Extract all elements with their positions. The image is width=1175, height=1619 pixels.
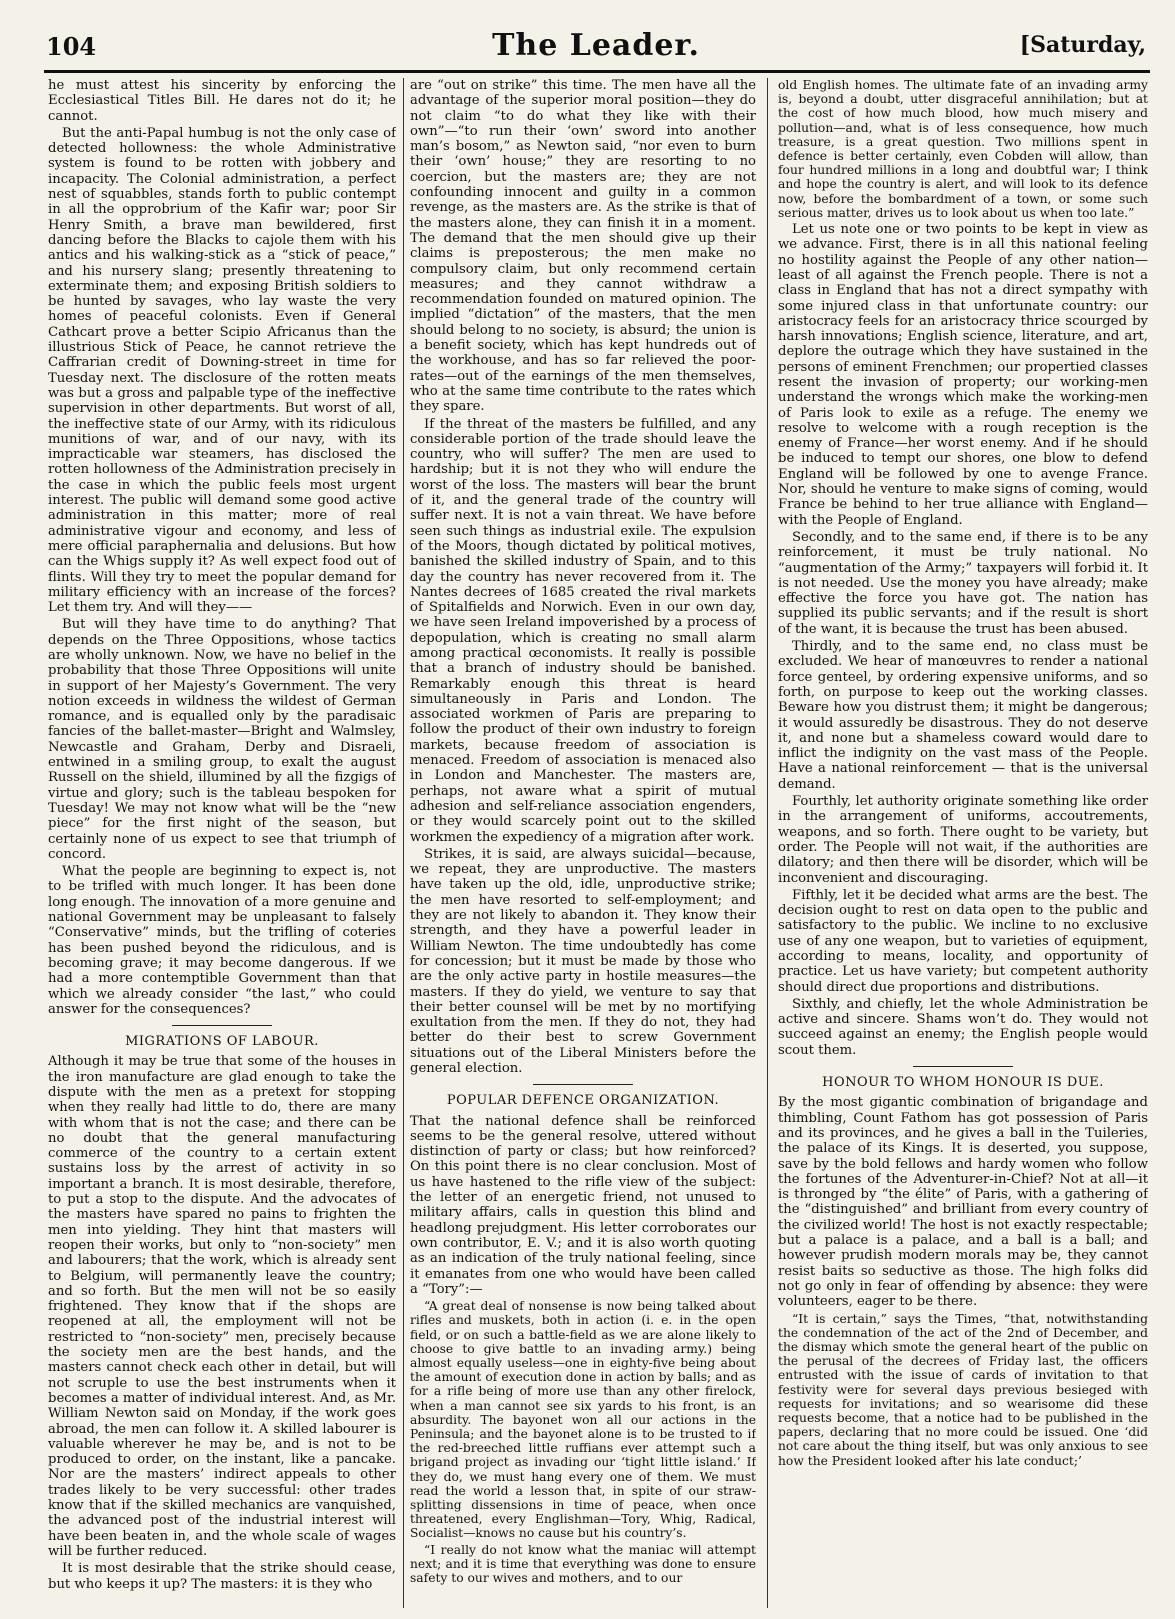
issue-day: [Saturday, [1019,32,1146,58]
page-number: 104 [46,32,97,61]
article-paragraph: Fifthly, let it be decided what arms are the best. The decision ought to rest on data open to the public and satisfactory to the public. We incline to no exclusive use of any one weapon, but to varieties of equipment, according to means, locality, and opportunity of practice. Let us have variety; but competent authority should direct due proportions and distributions. [778,887,1148,995]
section-rule [172,1025,272,1026]
column-1 [48,78,396,1608]
column-divider [403,78,404,1608]
newspaper-title: The Leader. [492,28,700,63]
article-paragraph: Fourthly, let authority originate something like order in the arrangement of uniforms, accoutrements, weapons, and so forth. There ought to be variety, but order. The People will not wait, if the authorities are dilatory; and then there will be disorder, which will be inconvenient and discouraging. [778,794,1148,886]
article-paragraph: he must attest his sincerity by enforcing the Ecclesiastical Titles Bill. He dares not do it; he cannot. [48,78,396,124]
section-rule [533,1084,633,1085]
masthead-rule [44,70,1150,73]
section-heading: MIGRATIONS OF LABOUR. [125,1034,319,1050]
article-paragraph: Thirdly, and to the same end, no class must be excluded. We hear of manœuvres to render a national force genteel, by ordering expensive uniforms, and so forth, on purpose to keep out the working classes. Beware how you distrust them; it might be dangerous; it would assuredly be disastrous. They do not deserve it, and none but a shameless coward would dare to inflict the indignity on the vast mass of the People. Have a national reinforcement — that is the universal demand. [778,639,1148,792]
article-paragraph: Strikes, it is said, are always suicidal—because, we repeat, they are unproductive. The masters have taken up the old, idle, unproductive strike; the men have resorted to self-employment; and they are not likely to abandon it. They know their strength, and they have a powerful leader in William Newton. The time undoubtedly has come for concession; but it must be made by those who are the only active party in hostile measures—the masters. If they do yield, we venture to say that their better counsel will be met by no mortifying exultation from the men. If they do not, they had better do their best to screw Government situations out of the Liberal Ministers before the general election. [410,846,756,1076]
section-heading: HONOUR TO WHOM HONOUR IS DUE. [822,1075,1104,1091]
quoted-paragraph: “It is certain,” says the Times, “that, notwithstanding the condemnation of the act of the 2nd of December, and the dismay which smote the general heart of the public on the perusal of the decrees of Friday last, the officers entrusted with the issue of cards of invitation to that festivity were for several days previous besieged with requests for invitations; and so wearisome did these requests become, that a notice had to be published in the papers, declaring that no more could be issued. One ‘did not care about the thing itself, but was only anxious to see how the President looked after his late conduct;’ [778,1311,1148,1468]
article-paragraph: By the most gigantic combination of brigandage and thimbling, Count Fathom has got possession of Paris and its provinces, and he gives a ball in the Tuileries, the palace of its Kings. It is deserted, you suppose, save by the bold fellows and hardy women who follow the fortunes of the Adventurer-in-Chief? Not at all—it is thronged by “the élite” of Paris, with a gathering of the “distinguished” and brilliant from every country of the civilized world! The host is not exactly respectable; but a palace is a palace, and a ball is a ball; and however prudish modern morals may be, they cannot resist baits so seductive as those. The high folks did not go only in fear of offending by absence: they were volunteers, eager to be there. [778,1095,1148,1310]
article-paragraph: Secondly, and to the same end, if there is to be any reinforcement, it must be truly national. No “augmentation of the Army;” taxpayers will forbid it. It is not needed. Use the money you have already; make effective the force you have got. The nation has supplied its public servants; and if the result is short of the want, it is because the trust has been abused. [778,529,1148,637]
article-paragraph: But will they have time to do anything? That depends on the Three Oppositions, whose tactics are wholly unknown. Now, we have no belief in the probability that those Three Oppositions will unite in support of her Majesty’s Government. The very notion exceeds in wildness the wildest of German romance, and is equalled only by the paradisaic fancies of the ballet-master—Bright and Walmsley, Newcastle and Graham, Derby and Disraeli, entwined in a smiling group, to exalt the august Russell on the shield, illumined by all the fizgigs of virtue and glory; such is the tableau bespoken for Tuesday! We may not know what will be the “new piece” for the first night of the season, but certainly none of us expect to see that triumph of concord. [48,617,396,862]
article-paragraph: Sixthly, and chiefly, let the whole Administration be active and sincere. Shams won’t do. They would not succeed against an enemy; the English people would scout them. [778,996,1148,1058]
article-paragraph: But the anti-Papal humbug is not the only case of detected hollowness: the whole Administrative system is found to be rotten with jobbery and incapacity. The Colonial administration, a perfect nest of squabbles, stands forth to public contempt in all the opprobrium of the Kafir war; poor Sir Henry Smith, a brave man bewildered, first dancing before the Blacks to cajole them with his antics and his walking-stick as a “stick of peace,” and his nursery slang; presently threatening to exterminate them; and exposing British soldiers to be hunted by savages, who lay waste the very homes of peaceful colonists. Even if General Cathcart prove a better Scipio Africanus than the illustrious Stick of Peace, he cannot retrieve the Caffrarian credit of Downing-street in time for Tuesday next. The disclosure of the rotten meats was but a gross and palpable type of the ineffective supervision in other departments. But worst of all, the ineffective state of our Army, with its ridiculous munitions of war, and of our navy, with its impracticable war steamers, has disclosed the rotten hollowness of the Administration precisely in the case in which the public feels most urgent interest. The public will demand some good active administration in this matter; more of real administrative vigour and economy, and less of mere official paraphernalia and delusions. But how can the Whigs supply it? As well expect food out of flints. Will they try to meet the popular demand for military efficiency with an increase of the forces? Let them try. And will they—— [48,125,396,616]
section-rule [913,1066,1013,1067]
section-heading: POPULAR DEFENCE ORGANIZATION. [446,1093,720,1109]
article-paragraph: Although it may be true that some of the houses in the iron manufacture are glad enough to take the dispute with the men as a pretext for stopping when they really had little to do, there are many with whom that is not the case; and there can be no doubt that the general manufacturing commerce of the country to a certain extent sustains loss by the arrest of activity in so important a branch. It is most desirable, therefore, to put a stop to the dispute. And the advocates of the masters have spared no pains to frighten the men into yielding. They hint that masters will reopen their works, but only to “non-society” men and labourers; that the work, which is already sent to Belgium, will permanently leave the country; and so forth. But the men will not be so easily frightened. They know that if the shops are reopened at all, the employment will not be restricted to “non-society” men, precisely because the society men are the best hands, and the masters cannot check each other in detail, but will not scruple to use the best instruments when it becomes a matter of individual interest. And, as Mr. William Newton said on Monday, if the work goes abroad, the men can follow it. A skilled labourer is valuable wherever he may be, and is not to be produced to order, on the instant, like a pancake. Nor are the masters’ indirect appeals to other trades likely to be very successful: other trades know that if the skilled mechanics are vanquished, the advanced post of the industrial interest will have been beaten in, and the whole scale of wages will be further reduced. [48,1054,396,1559]
article-paragraph: Let us note one or two points to be kept in view as we advance. First, there is in all this national feeling no hostility against the People of any other nation—least of all against the French people. There is not a class in England that has not a direct sympathy with some injured class in that unfortunate country: our aristocracy feels for an aristocracy thrice scourged by harsh innovations; English science, literature, and art, deplore the outrage which they have sustained in the persons of eminent Frenchmen; our propertied classes resent the invasion of property; our working-men understand the wrongs which make the working-men of Paris look to exile as a refuge. The enemy we resolve to welcome with a rough reception is the enemy of France—her worst enemy. And if he should be induced to tempt our shores, one blow to defend England will be followed by one to avenge France. Nor, should he venture to make signs of coming, would France be behind to her true alliance with England—with the People of England. [778,222,1148,528]
masthead [46,28,1146,68]
article-paragraph: are “out on strike” this time. The men have all the advantage of the superior moral position—they do not claim “to do what they like with their own”—“to run their ‘own’ sword into another man’s bosom,” as Newton said, “nor even to burn their ‘own’ house;” they are resorting to no coercion, but the masters are; they are not confounding innocent and guilty in a common revenge, as the masters are. As the strike is that of the masters alone, they can finish it in a moment. The demand that the men should give up their claims is preposterous; the men make no compulsory claim, but only recommend certain measures; and they cannot withdraw a recommendation founded on matured opinion. The implied “dictation” of the masters, that the men should belong to no society, is absurd; the union is a benefit society, which has kept hundreds out of the workhouse, and has so far relieved the poor-rates—out of the earnings of the men themselves, who at the same time contribute to the rates which they spare. [410,78,756,415]
quoted-paragraph: old English homes. The ultimate fate of an invading army is, beyond a doubt, utter disgraceful annihilation; but at the cost of how much blood, how much misery and pollution—and, what is of less consequence, how much treasure, is a great question. Two millions spent in defence is better certainly, even Cobden will allow, than four hundred millions in a long and doubtful war; I think and hope the country is alert, and will look to its defence now, before the bombardment of a town, or some such serious matter, drives us to look about us when too late.” [778,78,1148,220]
quoted-paragraph: “A great deal of nonsense is now being talked about rifles and muskets, both in action (i. e. in the open field, or on such a battle-field as we are alone likely to choose to give battle to an invading army.) being almost equally useless—one in eighty-five being about the amount of execution done in action by balls; and as for a rifle being of more use than any other firelock, when a man cannot see six yards to his front, is an absurdity. The bayonet won all our actions in the Peninsula; and the bayonet alone is to be trusted to if the red-breeched little ruffians ever attempt such a brigand project as invading our ‘tight little island.’ If they do, we must hang every one of them. We must read the world a lesson that, in spite of our straw-splitting dissensions in time of peace, when once threatened, every Englishman—Tory, Whig, Radical, Socialist—knows no cause but his country’s. [410,1299,756,1541]
quoted-paragraph: “I really do not know what the maniac will attempt next; and it is time that everything was done to ensure safety to our wives and mothers, and to our [410,1542,756,1586]
article-paragraph: What the people are beginning to expect is, not to be trifled with much longer. It has been done long enough. The innovation of a more genuine and national Government may be unpleasant to falsely “Conservative” minds, but the trifling of coteries has been pushed beyond the ridiculous, and is becoming grave; it may become dangerous. If we had a more contemptible Government than that which we already consider “the last,” who could answer for the consequences? [48,864,396,1017]
article-paragraph: It is most desirable that the strike should cease, but who keeps it up? The masters: it is they who [48,1561,396,1592]
column-3 [778,78,1148,1608]
article-paragraph: If the threat of the masters be fulfilled, and any considerable portion of the trade should leave the country, who will suffer? The men are used to hardship; but it is not they who will endure the worst of the loss. The masters will bear the brunt of it, and the general trade of the country will suffer next. It is not a vain threat. We have before seen such things as industrial exile. The expulsion of the Moors, though dictated by political motives, banished the skilled industry of Spain, and to this day the country has never recovered from it. The Nantes decrees of 1685 created the rival markets of Spitalfields and Norwich. Even in our own day, we have seen Ireland impoverished by a process of depopulation, which is creating no small alarm among practical œconomists. It really is possible that a branch of industry should be banished. Remarkably enough this threat is heard simultaneously in Paris and London. The associated workmen of Paris are preparing to follow the product of their own industry to foreign markets, because freedom of association is menaced. Freedom of association is menaced also in London and Manchester. The masters are, perhaps, not aware what a spirit of mutual adhesion and self-reliance association engenders, or they would scarcely point out to the skilled workmen the expediency of a migration after work. [410,416,756,845]
article-paragraph: That the national defence shall be reinforced seems to be the general resolve, uttered without distinction of party or class; but how reinforced? On this point there is no clear conclusion. Most of us have hastened to the rifle view of the subject: the letter of an energetic friend, not unused to military affairs, calls in question this blind and headlong prejudgment. His letter corroborates our own contributor, E. V.; and it is also worth quoting as an indication of the truly national feeling, since it emanates from one who would have been called a “Tory”:— [410,1113,756,1297]
column-divider [767,78,768,1608]
column-2 [410,78,756,1608]
